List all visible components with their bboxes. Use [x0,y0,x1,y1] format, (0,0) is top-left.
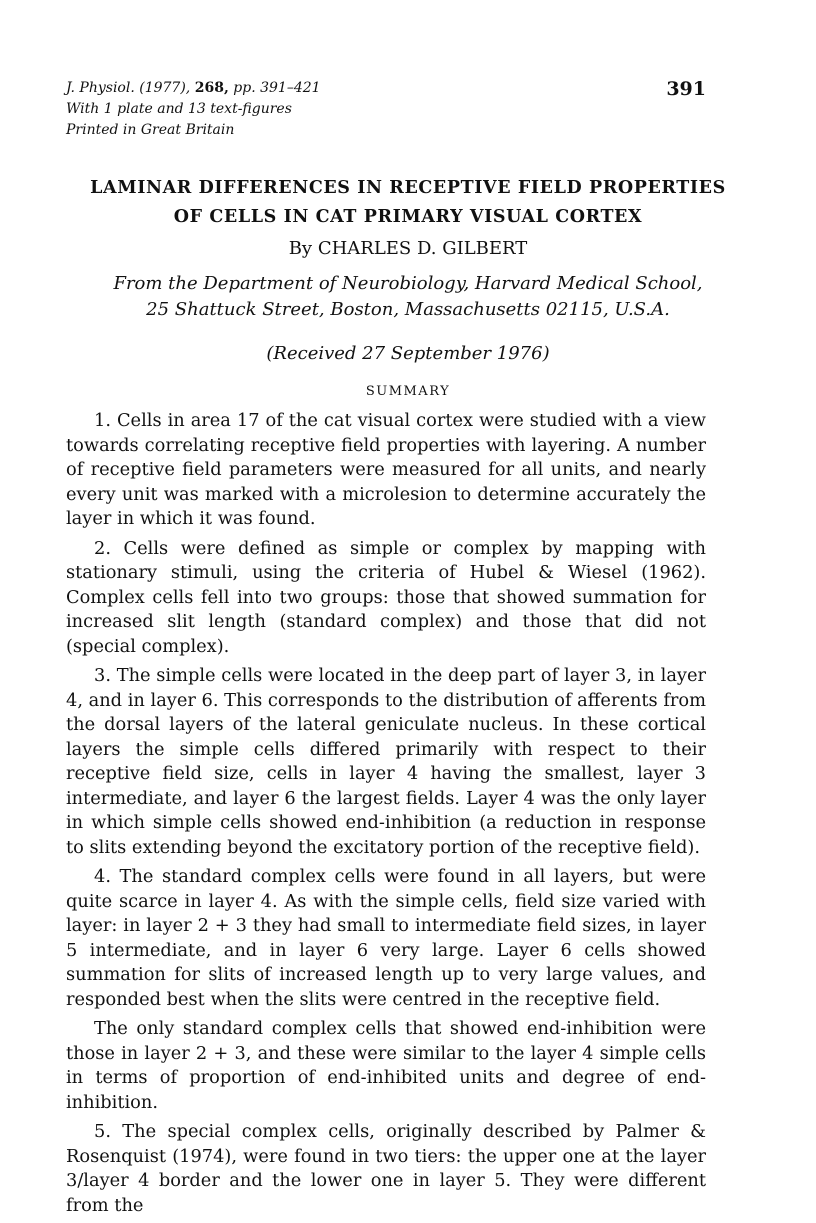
journal-year: (1977), [139,80,191,96]
journal-volume: 268, [194,80,229,96]
journal-header [66,78,706,141]
affiliation-line-2: 25 Shattuck Street, Boston, Massachusetts 02115, U.S.A. [146,299,670,320]
citation-line [66,78,706,99]
received-date: (Received 27 September 1976) [266,343,550,364]
affiliation-line-1: From the Department of Neurobiology, Harvard Medical School, [113,273,703,294]
affiliation [66,271,750,323]
author-line: By CHARLES D. GILBERT [288,238,528,259]
summary-paragraph-4: 4. The standard complex cells were found in all layers, but were quite scarce in layer 4. As with the simple cells, field size varied with layer: in layer 2 + 3 they had small to intermediate field sizes, in layer 5 intermediate, and in layer 6 very large. Layer 6 cells showed summation for slits of increased length up to very large values, and responded best when the slits were centred in the receptive field. [66,866,706,1010]
summary-body [66,409,706,1223]
title-line-2: OF CELLS IN CAT PRIMARY VISUAL CORTEX [173,207,643,227]
page-number: 391 [666,78,706,100]
summary-paragraph-3: 3. The simple cells were located in the deep part of layer 3, in layer 4, and in layer 6. This corresponds to the distribution of afferents from the dorsal layers of the lateral geniculate nucleus. In these cortical layers the simple cells differed primarily with respect to their receptive field size, cells in layer 4 having the smallest, layer 3 intermediate, and layer 6 the largest fields. Layer 4 was the only layer in which simple cells showed end-inhibition (a reduction in response to slits extending beyond the excitatory portion of the receptive field). [66,665,706,858]
journal-pages: pp. 391–421 [233,80,321,96]
summary-paragraph-2: 2. Cells were defined as simple or complex by mapping with stationary stimuli, using the criteria of Hubel & Wiesel (1962). Complex cells fell into two groups: those that showed summation for increased slit length (standard complex) and those that did not (special complex). [66,537,706,657]
summary-paragraph-1: 1. Cells in area 17 of the cat visual cortex were studied with a view towards correlating receptive field properties with layering. A number of receptive field parameters were measured for all units, and nearly every unit was marked with a microlesion to determine accurately the layer in which it was found. [66,410,706,529]
summary-heading: SUMMARY [365,384,451,399]
article-title [40,174,776,232]
summary-paragraph-5: 5. The special complex cells, originally described by Palmer & Rosenquist (1974), were found in two tiers: the upper one at the layer 3/layer 4 border and the lower one in layer 5. They were different from the [66,1121,706,1216]
printed-line: Printed in Great Britain [66,122,235,138]
journal-name: J. Physiol. [66,80,135,96]
summary-paragraph-4b: The only standard complex cells that showed end-inhibition were those in layer 2 + 3, and these were similar to the layer 4 simple cells in terms of proportion of end-inhibited units and degree of end-inhibition. [66,1018,706,1113]
title-line-1: LAMINAR DIFFERENCES IN RECEPTIVE FIELD PROPERTIES [90,178,726,198]
plates-line: With 1 plate and 13 text-figures [66,101,292,117]
